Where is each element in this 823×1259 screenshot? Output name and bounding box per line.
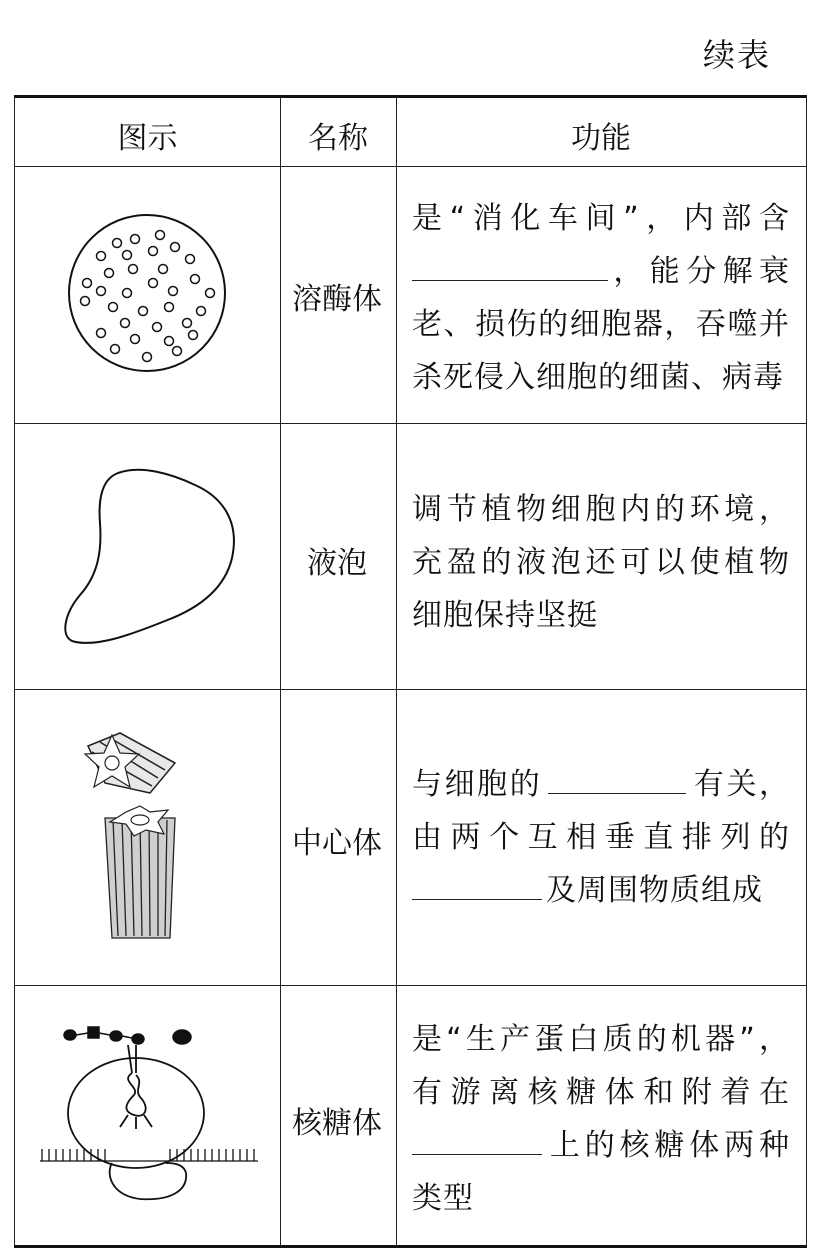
row-divider <box>15 985 806 986</box>
row-name: 核糖体 <box>292 1106 382 1141</box>
lysosome-icon <box>65 211 230 376</box>
organelle-table <box>14 95 807 1248</box>
column-divider <box>280 98 281 1245</box>
header-figure: 图示 <box>117 121 178 156</box>
row-divider <box>15 689 806 690</box>
row-function: 是“生产蛋白质的机器”， 有游离核糖体和附着在 上的核糖体两种 类型 <box>412 1022 790 1216</box>
row-function: 调节植物细胞内的环境， 充盈的液泡还可以使植物 细胞保持坚挺 <box>412 492 790 633</box>
ribosome-icon <box>40 1023 260 1213</box>
row-name: 中心体 <box>292 826 382 861</box>
centrosome-icon <box>80 728 200 948</box>
table-caption: 续表 <box>702 36 771 74</box>
header-function: 功能 <box>571 121 631 156</box>
fill-blank <box>548 763 686 794</box>
fill-blank <box>412 869 542 900</box>
column-divider <box>396 98 397 1245</box>
header-name: 名称 <box>308 121 368 156</box>
row-name: 溶酶体 <box>292 282 382 317</box>
row-function: 是“消化车间”，内部含 ，能分解衰 老、损伤的细胞器，吞噬并 杀死侵入细胞的细菌、病毒 <box>412 201 790 395</box>
fill-blank <box>412 1124 542 1155</box>
fill-blank <box>412 250 608 281</box>
row-function: 与细胞的 有关， 由两个互相垂直排列的 及周围物质组成 <box>412 758 790 917</box>
row-divider <box>15 423 806 424</box>
row-name: 液泡 <box>307 546 367 581</box>
header-divider <box>15 166 806 167</box>
vacuole-icon <box>60 463 245 653</box>
